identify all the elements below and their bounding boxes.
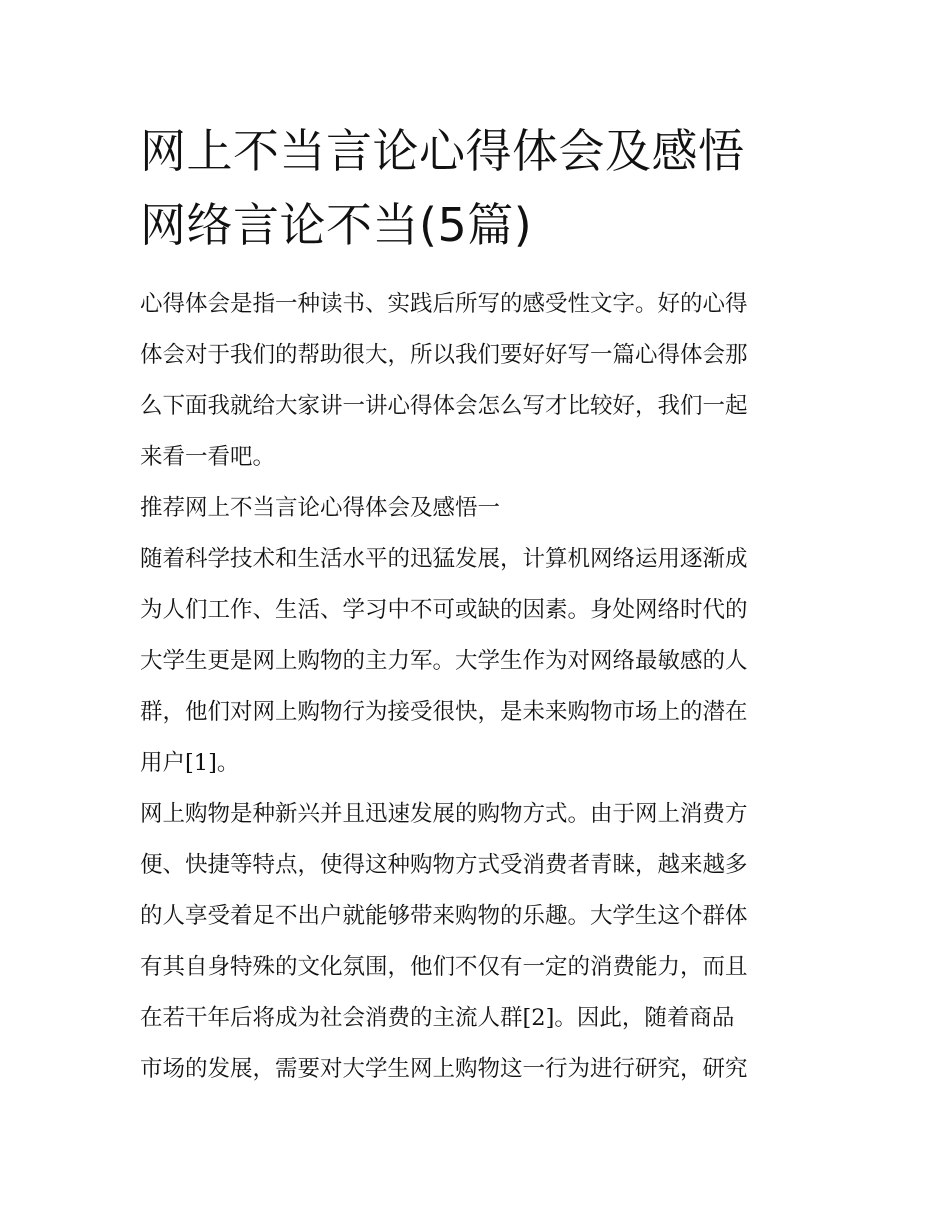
body-line: 体会对于我们的帮助很大，所以我们要好好写一篇心得体会那 — [140, 342, 748, 368]
body-line: 便、快捷等特点，使得这种购物方式受消费者青睐，越来越多 — [140, 852, 748, 878]
section-heading: 推荐网上不当言论心得体会及感悟一 — [140, 495, 501, 521]
title-line-1: 网上不当言论心得体会及感悟 — [140, 124, 745, 178]
body-line: 么下面我就给大家讲一讲心得体会怎么写才比较好，我们一起 — [140, 393, 748, 419]
body-line: 群，他们对网上购物行为接受很快，是未来购物市场上的潜在 — [140, 699, 748, 725]
body-line: 的人享受着足不出户就能够带来购物的乐趣。大学生这个群体 — [140, 903, 748, 929]
body-line: 有其自身特殊的文化氛围，他们不仅有一定的消费能力，而且 — [140, 954, 748, 980]
body-line: 来看一看吧。 — [140, 444, 276, 470]
body-line: 大学生更是网上购物的主力军。大学生作为对网络最敏感的人 — [140, 648, 748, 674]
body-line: 网上购物是种新兴并且迅速发展的购物方式。由于网上消费方 — [140, 801, 748, 827]
body-line: 用户[1]。 — [140, 750, 240, 776]
body-line: 为人们工作、生活、学习中不可或缺的因素。身处网络时代的 — [140, 597, 748, 623]
body-line: 心得体会是指一种读书、实践后所写的感受性文字。好的心得 — [140, 291, 748, 317]
body-line: 市场的发展，需要对大学生网上购物这一行为进行研究，研究 — [140, 1056, 748, 1082]
body-line: 在若干年后将成为社会消费的主流人群[2]。因此，随着商品 — [140, 1005, 735, 1031]
body-line: 随着科学技术和生活水平的迅猛发展，计算机网络运用逐渐成 — [140, 546, 748, 572]
document-body — [140, 279, 820, 1095]
title-line-2: 网络言论不当(5篇) — [140, 198, 533, 252]
document-title — [140, 114, 840, 262]
